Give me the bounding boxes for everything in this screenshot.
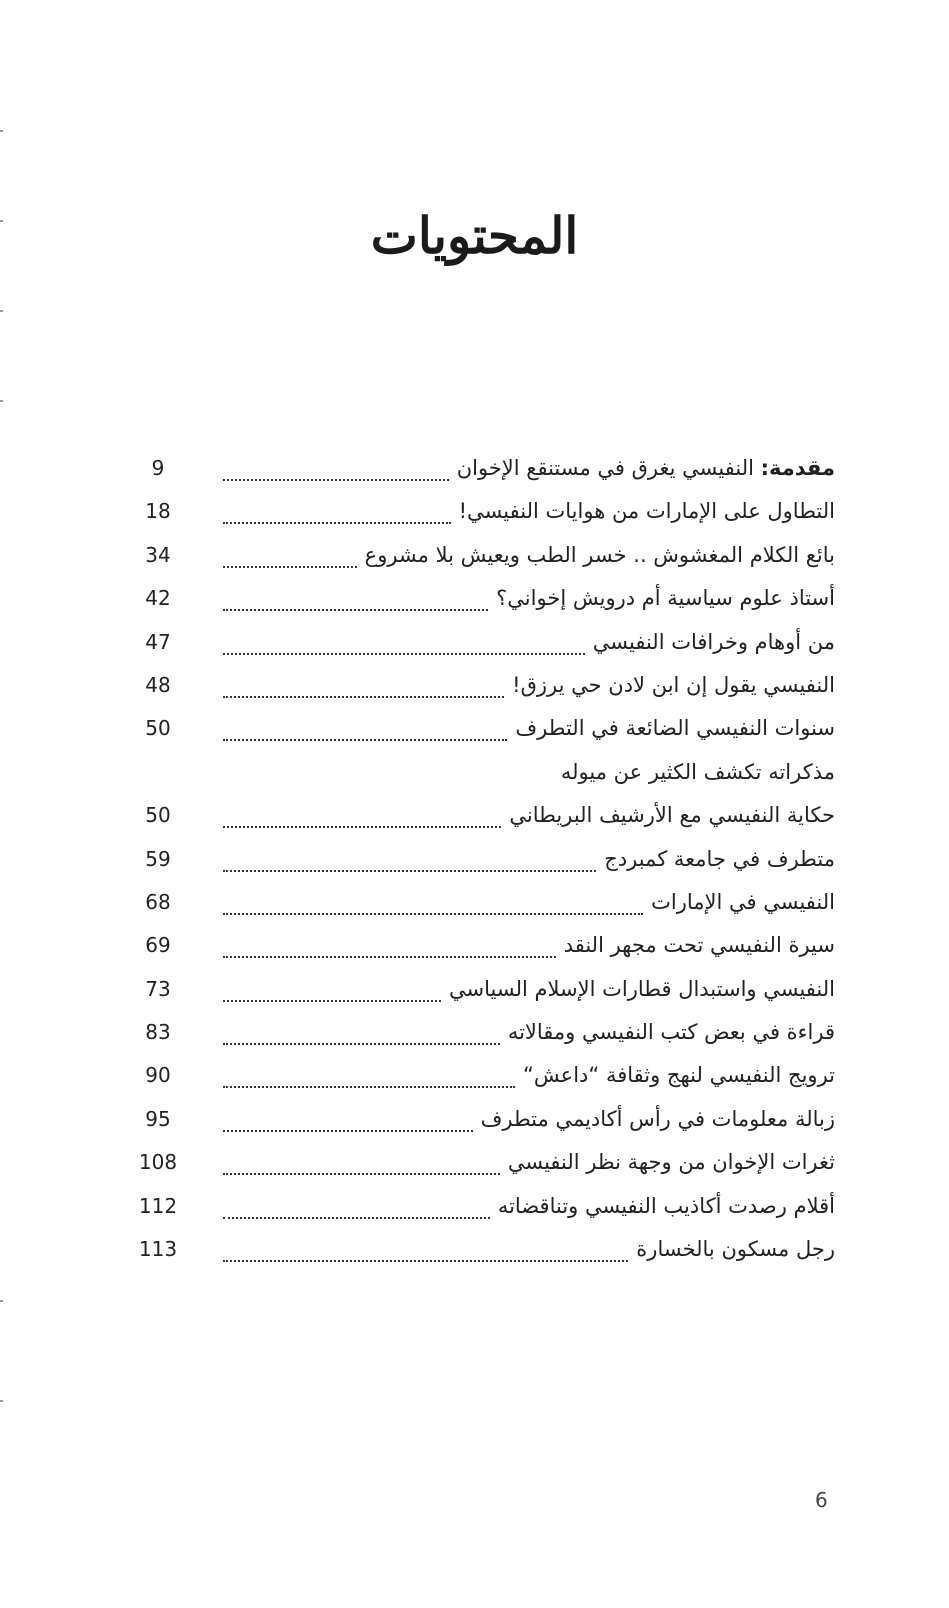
toc-dot-leader: [223, 650, 585, 655]
toc-entry-title: [604, 839, 835, 879]
toc-entry[interactable]: [135, 533, 835, 576]
toc-entry-title: [496, 578, 835, 618]
toc-dot-leader: [223, 563, 357, 568]
toc-page-number: 50: [145, 716, 171, 741]
toc-entry-text: متطرف في جامعة كمبردج: [604, 846, 835, 871]
toc-page-number: 112: [138, 1193, 178, 1218]
toc-dot-leader: [223, 1127, 473, 1132]
toc-entry-text: مذكراته تكشف الكثير عن ميوله: [560, 759, 835, 784]
toc-entry-title: [651, 882, 835, 922]
toc-entry-text: النفيسي يغرق في مستنقع الإخوان: [456, 456, 761, 480]
toc-dot-leader: [223, 1170, 500, 1175]
toc-entry-title: [498, 1186, 835, 1226]
toc-page-number: 59: [145, 846, 171, 871]
toc-entry-text: النفيسي في الإمارات: [651, 889, 835, 914]
toc-dot-leader: [223, 1214, 490, 1219]
toc-entry-title: [512, 665, 835, 705]
toc-dot-leader: [223, 823, 501, 828]
toc-page-number: 50: [145, 803, 171, 828]
toc-entry-text: بائع الكلام المغشوش .. خسر الطب ويعيش بلا مشروع: [364, 542, 835, 567]
toc-page-number: 95: [145, 1106, 171, 1131]
toc-page-number: 69: [145, 933, 171, 958]
toc-entry-title: [564, 925, 835, 965]
toc-entry-title: [561, 752, 835, 792]
toc-dot-leader: [223, 910, 643, 915]
toc-page-number: 68: [145, 889, 171, 914]
toc-entry[interactable]: [135, 1097, 835, 1140]
toc-entry-text: من أوهام وخرافات النفيسي: [592, 629, 835, 654]
toc-entry-title: [523, 1055, 835, 1095]
toc-entry[interactable]: [135, 923, 835, 966]
toc-page-number: 73: [145, 976, 171, 1001]
toc-entry-text: التطاول على الإمارات من هوايات النفيسي!: [458, 499, 835, 524]
toc-entry[interactable]: [135, 1010, 835, 1053]
toc-entry-text: ثغرات الإخوان من وجهة نظر النفيسي: [507, 1150, 835, 1175]
toc-dot-leader: [223, 736, 507, 741]
toc-entry-title: [509, 795, 835, 835]
toc-entry-title: [459, 491, 835, 531]
page-number: 6: [815, 1488, 828, 1512]
toc-entry[interactable]: [135, 706, 835, 749]
toc-page-number: 42: [145, 586, 171, 611]
toc-entry[interactable]: [135, 750, 835, 793]
toc-entry-title: [508, 1142, 835, 1182]
toc-entry-title: [508, 1012, 835, 1052]
toc-page-number: 47: [145, 629, 171, 654]
toc-page-number: 108: [138, 1150, 178, 1175]
toc-entry[interactable]: [135, 446, 835, 489]
toc-entry-title: [457, 448, 835, 488]
toc-page-number: 18: [145, 499, 171, 524]
toc-dot-leader: [223, 519, 451, 524]
toc-page-number: 113: [138, 1237, 178, 1262]
toc-dot-leader: [223, 1083, 515, 1088]
toc-dot-leader: [223, 476, 449, 481]
toc-entry[interactable]: [135, 1053, 835, 1096]
toc-entry[interactable]: [135, 967, 835, 1010]
toc-entry-text: زبالة معلومات في رأس أكاديمي متطرف: [480, 1106, 835, 1131]
toc-entry-text: أستاذ علوم سياسية أم درويش إخواني؟: [496, 586, 835, 611]
toc-entry-text: النفيسي واستبدال قطارات الإسلام السياسي: [449, 976, 835, 1001]
toc-entry-text: رجل مسكون بالخسارة: [636, 1237, 835, 1262]
toc-entry-title: [365, 535, 835, 575]
toc-entry[interactable]: [135, 620, 835, 663]
toc-dot-leader: [223, 997, 441, 1002]
toc-entry-title: [636, 1229, 835, 1269]
toc-entry[interactable]: [135, 576, 835, 619]
toc-dot-leader: [223, 693, 504, 698]
toc-entry[interactable]: [135, 1184, 835, 1227]
toc-dot-leader: [223, 1040, 500, 1045]
toc-entry[interactable]: [135, 880, 835, 923]
toc-entry-text: ترويج النفيسي لنهج وثقافة “داعش“: [523, 1063, 835, 1088]
toc-page-number: 48: [145, 672, 171, 697]
toc-dot-leader: [223, 606, 488, 611]
toc-entry-text: النفيسي يقول إن ابن لادن حي يرزق!: [512, 672, 835, 697]
toc-entry-text: سنوات النفيسي الضائعة في التطرف: [515, 716, 835, 741]
toc-entry-title: [515, 708, 835, 748]
toc-entry-title: [449, 969, 835, 1009]
toc-entry-title: [481, 1099, 835, 1139]
toc-entry[interactable]: [135, 489, 835, 532]
toc-entry-text: سيرة النفيسي تحت مجهر النقد: [563, 933, 835, 958]
toc-entry-text: قراءة في بعض كتب النفيسي ومقالاته: [507, 1020, 835, 1045]
toc-page-number: 34: [145, 542, 171, 567]
toc-page-number: 90: [145, 1063, 171, 1088]
toc-entry-title: [593, 622, 835, 662]
toc-page-number: 9: [151, 456, 165, 480]
toc-dot-leader: [223, 1257, 628, 1262]
toc-entry-text: حكاية النفيسي مع الأرشيف البريطاني: [509, 803, 835, 828]
toc-page-number: 83: [145, 1020, 171, 1045]
toc-title: المحتويات: [370, 206, 579, 265]
toc-entry-text: أقلام رصدت أكاذيب النفيسي وتناقضاته: [497, 1193, 835, 1218]
toc-dot-leader: [223, 867, 596, 872]
toc-entry[interactable]: [135, 793, 835, 836]
toc-dot-leader: [223, 953, 556, 958]
table-of-contents: [135, 446, 835, 1270]
toc-entry-prefix: مقدمة:: [760, 456, 835, 480]
toc-entry[interactable]: [135, 837, 835, 880]
toc-entry[interactable]: [135, 663, 835, 706]
toc-entry[interactable]: [135, 1227, 835, 1270]
toc-entry[interactable]: [135, 1140, 835, 1183]
